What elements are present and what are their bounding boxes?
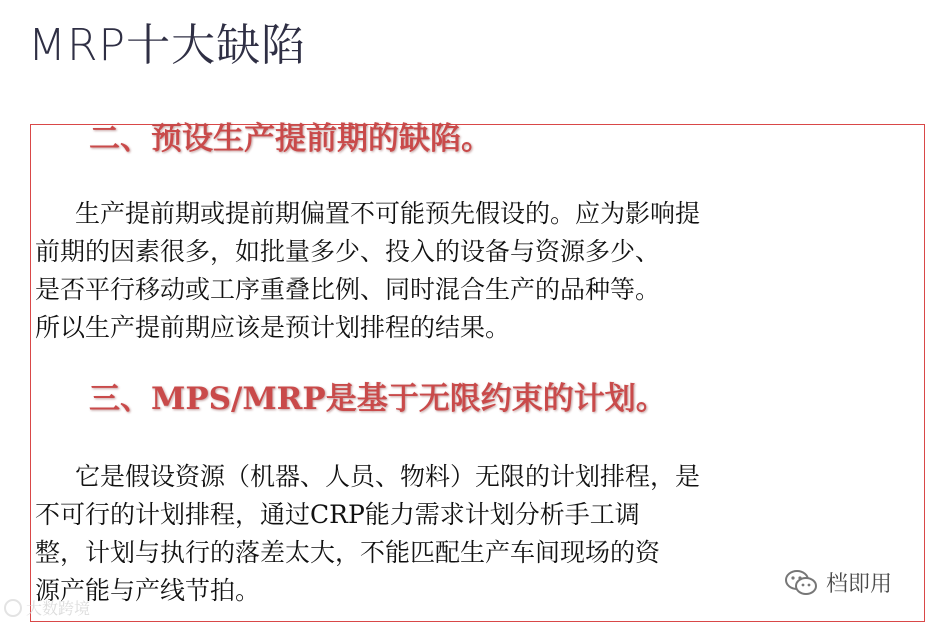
watermark-left xyxy=(4,596,90,619)
slide-title: MRP十大缺陷 xyxy=(28,20,307,71)
wechat-icon xyxy=(784,568,818,598)
paragraph-line: 是否平行移动或工序重叠比例、同时混合生产的品种等。 xyxy=(35,275,661,304)
watermark-logo-icon xyxy=(4,599,22,617)
watermark-left-text: 大数跨境 xyxy=(26,599,91,618)
section-heading-3: 三、MPS/MRP是基于无限约束的计划。 xyxy=(89,381,667,417)
paragraph-line: 生产提前期或提前期偏置不可能预先假设的。应为影响提 xyxy=(75,199,701,228)
paragraph-line: 源产能与产线节拍。 xyxy=(35,576,261,605)
paragraph-line: 前期的因素很多，如批量多少、投入的设备与资源多少、 xyxy=(35,237,661,266)
paragraph-line: 所以生产提前期应该是预计划排程的结果。 xyxy=(35,313,511,342)
paragraph-line: 它是假设资源（机器、人员、物料）无限的计划排程，是 xyxy=(75,462,701,491)
section-paragraph-2 xyxy=(35,195,915,347)
watermark-right xyxy=(784,567,892,598)
watermark-right-text: 档即用 xyxy=(826,572,893,597)
content-box xyxy=(30,121,925,622)
section-heading-2: 二、预设生产提前期的缺陷。 xyxy=(89,121,492,157)
paragraph-line: 不可行的计划排程，通过CRP能力需求计划分析手工调 xyxy=(35,500,640,529)
section-paragraph-3 xyxy=(35,458,915,610)
paragraph-line: 整，计划与执行的落差太大，不能匹配生产车间现场的资 xyxy=(35,538,661,567)
